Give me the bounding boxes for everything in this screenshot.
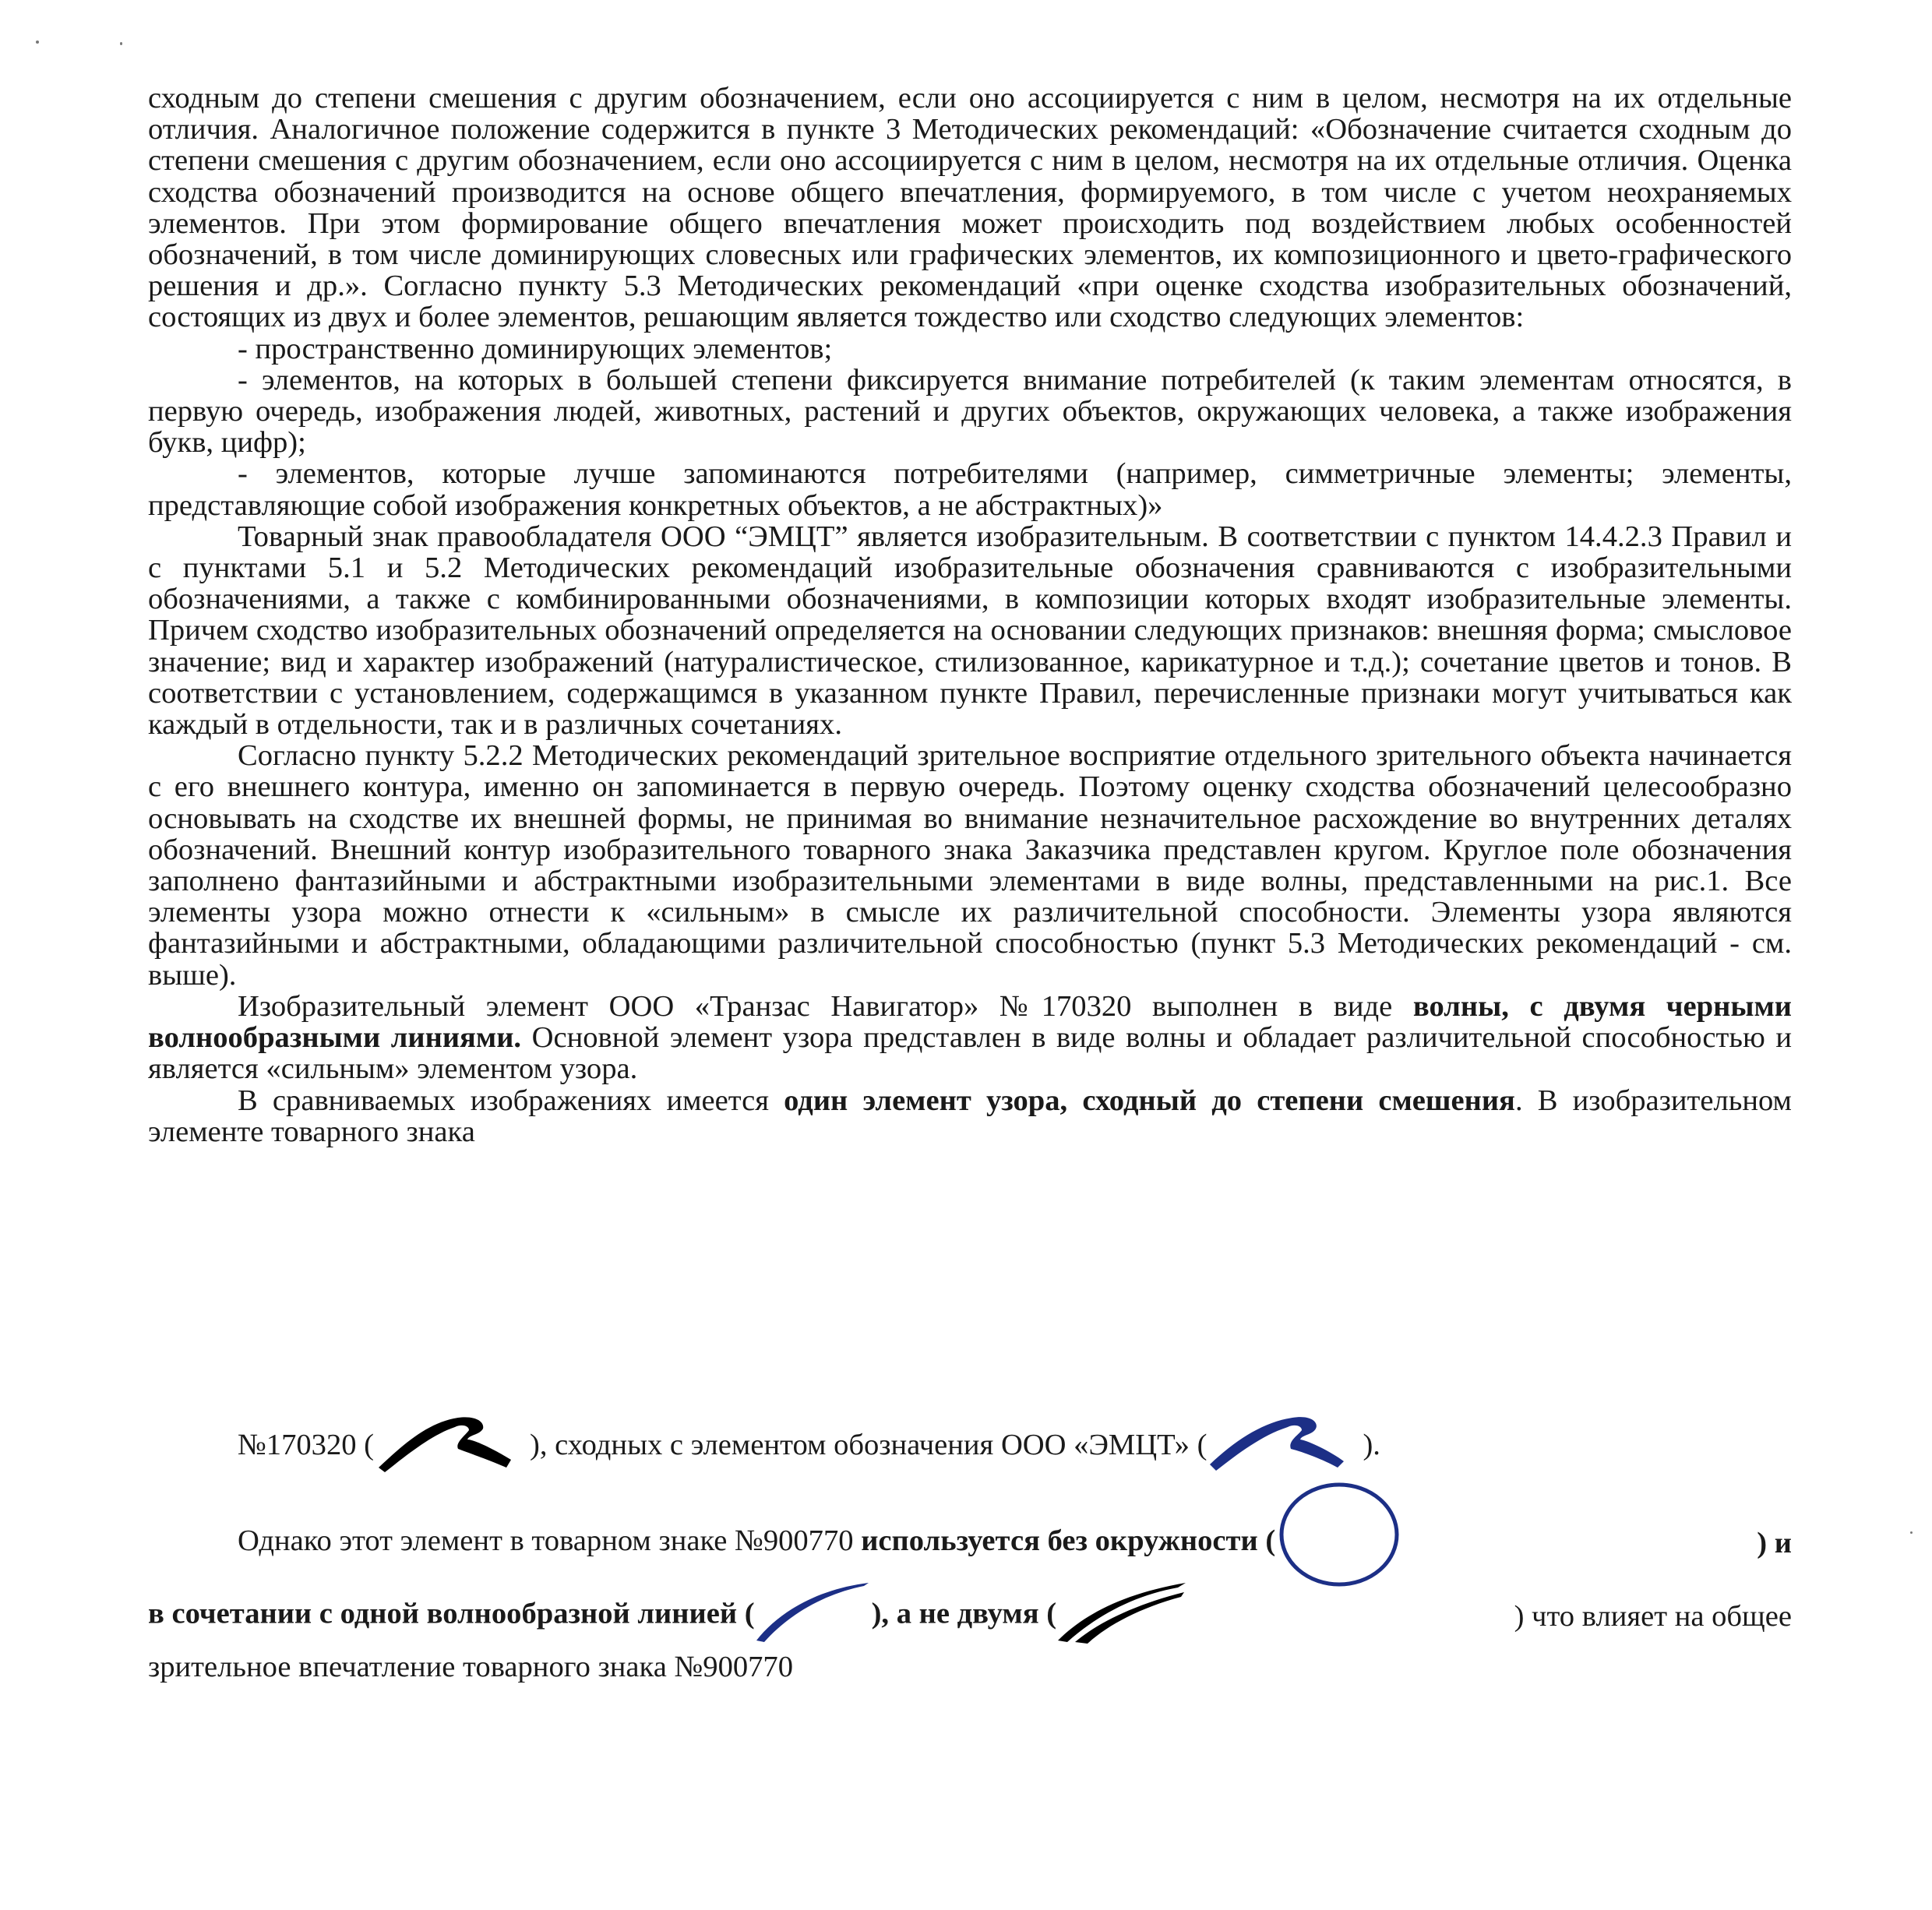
circle-line-text-c: ) и — [1757, 1527, 1792, 1559]
blue-wave-icon — [1207, 1411, 1363, 1483]
scan-speck — [120, 42, 122, 45]
final-text-c: ), а не двумя — [871, 1597, 1039, 1630]
final-text-b: ( — [737, 1597, 755, 1630]
black-wave-icon — [374, 1411, 530, 1483]
paragraph-5-text: В сравниваемых изображениях имеется — [238, 1084, 784, 1117]
paragraph-1: сходным до степени смешения с другим обозначением, если оно ассоциируется с ним в целом, несмотря на их отдельные отличия. Аналогичное положение содержится в пункте 3 Методических рекомендаций: «Обозначение считается сходным до степени смешения с другим обозначением, если оно ассоциируется с ним в целом, несмотря на их отдельные отличия. Оценка сходства обозначений производится на основе общего впечатления, формируемого, в том числе с учетом неохраняемых элементов. При этом формирование общего впечатления может происходить под воздействием любых особенностей обозначений, в том числе доминирующих словесных или графических элементов, их композиционного и цвето-графического решения и др.». Согласно пункту 5.3 Методических рекомендаций «при оценке сходства изобразительных обозначений, состоящих из двух и более элементов, решающим является тождество или сходство следующих элементов: — [148, 82, 1792, 334]
final-bold-text-a: в сочетании с одной волнообразной линией — [148, 1597, 738, 1630]
bullet-2: - элементов, на которых в большей степени фиксируется внимание потребителей (к таким элементам относятся, в первую очередь, изображения людей, животных, растений и других объектов, окружающих человека, а также изображения букв, цифр); — [148, 363, 1792, 460]
paragraph-2: Товарный знак правообладателя ООО “ЭМЦТ” является изобразительным. В соответствии с пунктом 14.4.2.3 Правил и с пунктами 5.1 и 5.2 Методических рекомендаций изобразительные обозначения сравниваются с изобразительными обозначениями, а также с комбинированными обозначениями, в композиции которых входят изобразительные элементы. Причем сходство изобразительных обозначений определяется на основании следующих признаков: внешняя форма; смысловое значение; вид и характер изображений (натуралистическое, стилизованное, карикатурное и т.д.); сочетание цветов и тонов. В соответствии с установлением, содержащимся в указанном пункте Правил, перечисленные признаки могут учитываться как каждый в отдельности, так и в различных сочетаниях. — [148, 520, 1792, 742]
paragraph-4-bold: волны, с двумя черными волнообразными линиями. — [148, 989, 1792, 1055]
final-text-d: ( — [1038, 1597, 1057, 1630]
bullet-3: - элементов, которые лучше запоминаются потребителями (например, симметричные элементы; элементы, представляющие собой изображения конкретных объектов, а не абстрактных)» — [148, 457, 1792, 522]
circle-line-text-a: Однако этот элемент в товарном знаке №900770 — [238, 1524, 862, 1557]
scan-speck — [1910, 1531, 1913, 1534]
scan-speck — [36, 41, 39, 44]
circle-line-bold: используется без окружности — [861, 1524, 1258, 1557]
blue-single-line-icon — [755, 1581, 872, 1651]
final-line-2: зрительное впечатление товарного знака №900770 — [148, 1651, 794, 1683]
paragraph-4-text-end: Основной элемент узора представлен в виде волны и обладает различительной способностью и является «сильным» элементом узора. — [148, 1021, 1792, 1086]
final-paragraph — [148, 1581, 1792, 1683]
paragraph-3: Согласно пункту 5.2.2 Методических рекомендаций зрительное восприятие отдельного зрительного объекта начинается с его внешнего контура, именно он запоминается в первую очередь. Поэтому оценку сходства обозначений целесообразно основывать на сходстве их внешней формы, не принимая во внимание незначительное расхождение во внутренних деталях обозначений. Внешний контур изобразительного товарного знака Заказчика представлен кругом. Круглое поле обозначения заполнено фантазийными и абстрактными изобразительными элементами в виде волны, представленными на рис.1. Все элементы узора можно отнести к «сильным» в смысле их различительной способности. Элементы узора являются фантазийными и абстрактными, обладающими различительной способностью (пункт 5.3 Методических рекомендаций - см. выше). — [148, 739, 1792, 992]
circle-line-text-b: ( — [1257, 1524, 1276, 1557]
final-text-e: ) что влияет на общее — [1514, 1599, 1792, 1633]
paragraph-4-text: Изобразительный элемент ООО «Транзас Навигатор» №170320 выполнен в виде — [238, 989, 1413, 1023]
paragraph-4 — [148, 991, 1792, 1085]
black-double-line-icon — [1056, 1581, 1189, 1651]
paragraph-5-bold: один элемент узора, сходный до степени смешения — [784, 1084, 1515, 1117]
bullet-1: - пространственно доминирующих элементов; — [238, 332, 833, 365]
wave-comparison-line — [148, 1411, 1792, 1483]
paragraph-5 — [148, 1085, 1792, 1147]
wave-line-text-a: №170320 ( — [238, 1428, 375, 1461]
document-body — [148, 83, 1792, 1147]
paragraph-5-text-end: . В изобразительном элементе товарного знака — [148, 1084, 1792, 1148]
wave-line-text-b: ), сходных с элементом обозначения ООО «ЭМЦТ» ( — [530, 1428, 1208, 1461]
wave-line-text-c: ). — [1363, 1428, 1380, 1461]
